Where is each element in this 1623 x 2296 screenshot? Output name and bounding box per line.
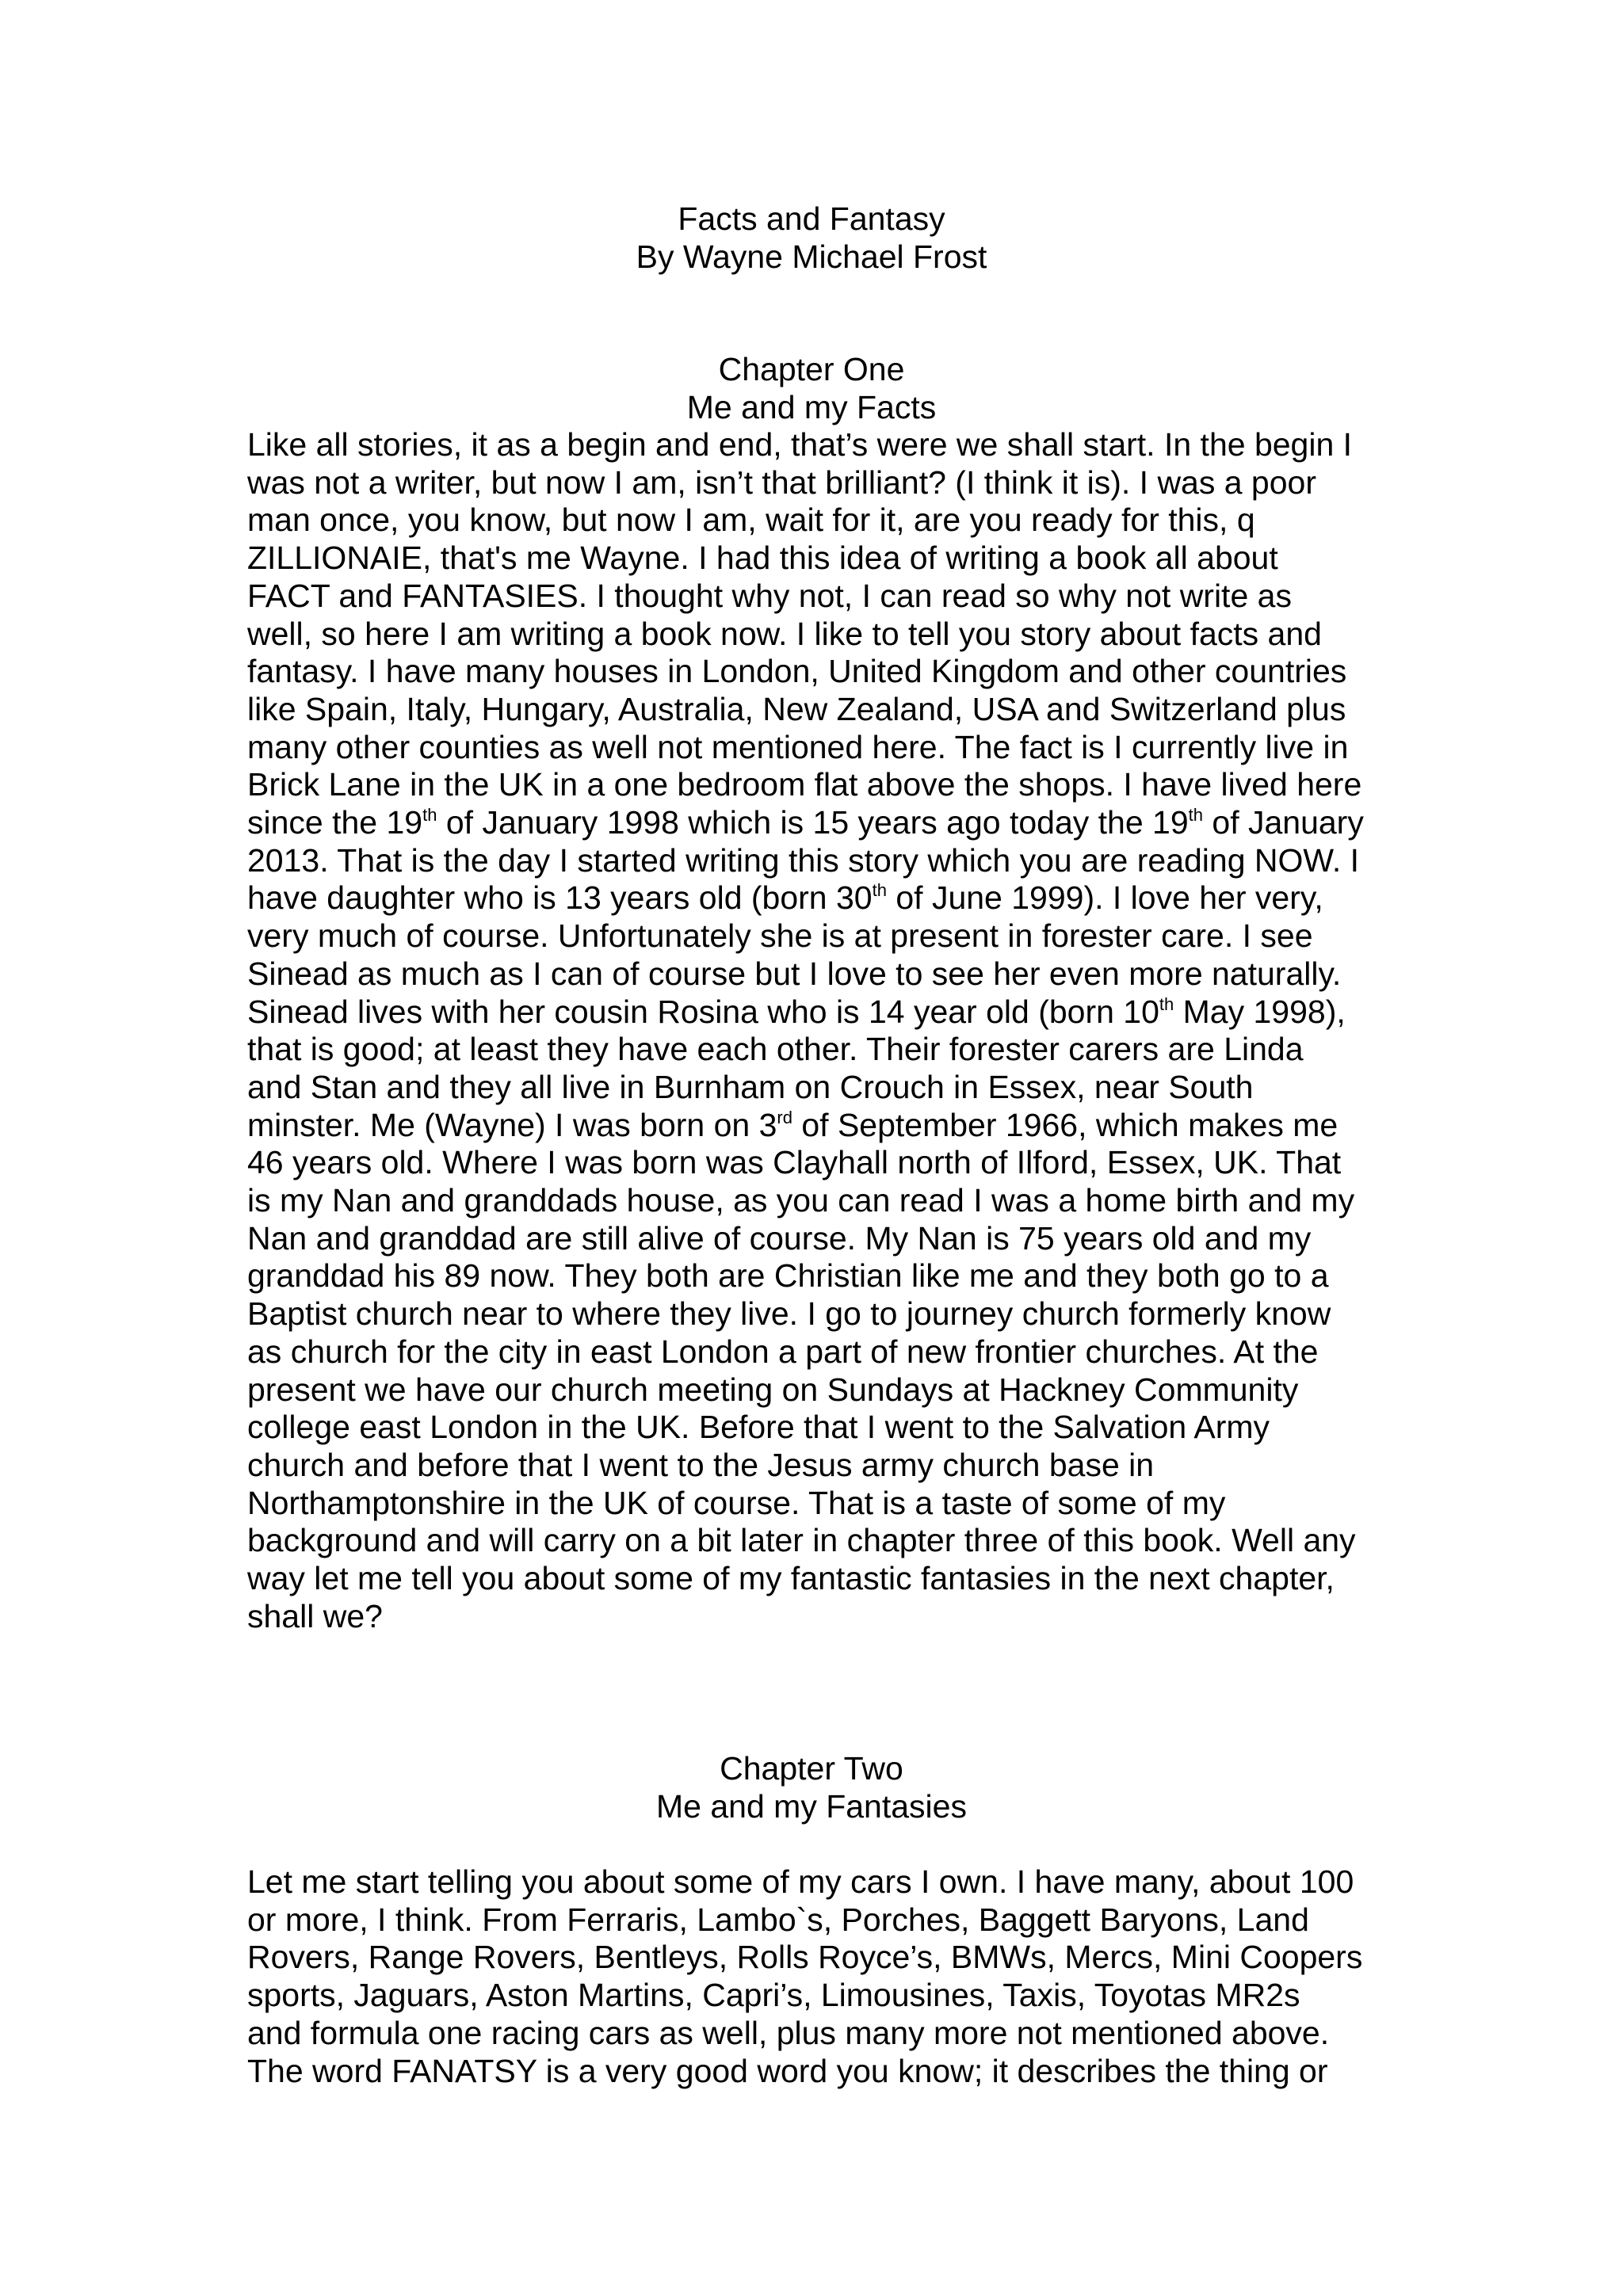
chapter-two-body bbox=[247, 1863, 1396, 2090]
text-run: have daughter who is 13 years old (born 30 bbox=[247, 879, 873, 917]
ordinal-suffix: rd bbox=[777, 1107, 792, 1127]
text-run: Sinead lives with her cousin Rosina who is 14 year old (born 10 bbox=[247, 993, 1159, 1030]
text-run: minster. Me (Wayne) I was born on 3 bbox=[247, 1106, 777, 1143]
body-line: Baptist church near to where they live. I go to journey church formerly know bbox=[247, 1295, 1331, 1333]
chapter-two-subheading: Me and my Fantasies bbox=[656, 1788, 967, 1825]
body-line: shall we? bbox=[247, 1597, 383, 1634]
text-run: of January bbox=[1203, 804, 1364, 841]
body-line bbox=[247, 1107, 1396, 1145]
body-line: way let me tell you about some of my fantastic fantasies in the next chapter, bbox=[247, 1560, 1335, 1597]
body-line: college east London in the UK. Before that I went to the Salvation Army bbox=[247, 1409, 1270, 1446]
text-run: since the 19 bbox=[247, 804, 423, 841]
body-line: very much of course. Unfortunately she is at present in forester care. I see bbox=[247, 917, 1313, 955]
body-line: The word FANATSY is a very good word you know; it describes the thing or bbox=[247, 2052, 1328, 2089]
body-line: granddad his 89 now. They both are Christian like me and they both go to a bbox=[247, 1257, 1329, 1295]
document-author: By Wayne Michael Frost bbox=[636, 238, 987, 275]
body-line: is my Nan and granddads house, as you can read I was a home birth and my bbox=[247, 1182, 1355, 1219]
document-title: Facts and Fantasy bbox=[678, 200, 945, 237]
body-line: that is good; at least they have each other. Their forester carers are Linda bbox=[247, 1031, 1304, 1068]
body-line: background and will carry on a bit later in chapter three of this book. Well any bbox=[247, 1522, 1356, 1559]
body-line: present we have our church meeting on Sundays at Hackney Community bbox=[247, 1371, 1299, 1408]
text-run: May 1998), bbox=[1174, 993, 1346, 1030]
body-line: church and before that I went to the Jesus army church base in bbox=[247, 1446, 1155, 1483]
body-line: as church for the city in east London a part of new frontier churches. At the bbox=[247, 1333, 1319, 1370]
body-line: many other counties as well not mentioned here. The fact is I currently live in bbox=[247, 728, 1349, 765]
body-line: and Stan and they all live in Burnham on Crouch in Essex, near South bbox=[247, 1068, 1254, 1105]
body-line: Brick Lane in the UK in a one bedroom flat above the shops. I have lived here bbox=[247, 766, 1362, 803]
body-line: FACT and FANTASIES. I thought why not, I can read so why not write as bbox=[247, 577, 1292, 614]
body-line: Nan and granddad are still alive of course. My Nan is 75 years old and my bbox=[247, 1219, 1312, 1257]
body-line: or more, I think. From Ferraris, Lambo`s, Porches, Baggett Baryons, Land bbox=[247, 1901, 1309, 1938]
ordinal-suffix: th bbox=[872, 880, 887, 901]
text-run: of September 1966, which makes me bbox=[792, 1106, 1338, 1143]
body-line: sports, Jaguars, Aston Martins, Capri’s, Limousines, Taxis, Toyotas MR2s bbox=[247, 1977, 1300, 2014]
body-line: and formula one racing cars as well, plus many more not mentioned above. bbox=[247, 2014, 1330, 2051]
text-run: of June 1999). I love her very, bbox=[886, 879, 1323, 917]
body-line: 46 years old. Where I was born was Clayhall north of Ilford, Essex, UK. That bbox=[247, 1144, 1342, 1181]
chapter-one-subheading: Me and my Facts bbox=[686, 389, 937, 425]
text-run: of January 1998 which is 15 years ago today the 19 bbox=[437, 804, 1189, 841]
chapter-two-heading: Chapter Two bbox=[720, 1750, 903, 1787]
chapter-one-body bbox=[247, 426, 1396, 1636]
body-line: like Spain, Italy, Hungary, Australia, New Zealand, USA and Switzerland plus bbox=[247, 690, 1346, 727]
body-line: Northamptonshire in the UK of course. That is a taste of some of my bbox=[247, 1484, 1226, 1521]
body-line: fantasy. I have many houses in London, United Kingdom and other countries bbox=[247, 653, 1347, 690]
body-line bbox=[247, 879, 1396, 917]
body-line bbox=[247, 994, 1396, 1032]
body-line: well, so here I am writing a book now. I like to tell you story about facts and bbox=[247, 615, 1322, 652]
ordinal-suffix: th bbox=[1188, 805, 1203, 826]
body-line bbox=[247, 804, 1396, 842]
ordinal-suffix: th bbox=[422, 805, 437, 826]
body-line: 2013. That is the day I started writing this story which you are reading NOW. I bbox=[247, 841, 1360, 879]
body-line: was not a writer, but now I am, isn’t that brilliant? (I think it is). I was a poor bbox=[247, 463, 1316, 501]
ordinal-suffix: th bbox=[1159, 994, 1174, 1014]
chapter-one-heading: Chapter One bbox=[718, 351, 905, 387]
body-line: man once, you know, but now I am, wait for it, are you ready for this, q bbox=[247, 502, 1255, 539]
body-line: Let me start telling you about some of my cars I own. I have many, about 100 bbox=[247, 1863, 1354, 1900]
body-line: ZILLIONAIE, that's me Wayne. I had this idea of writing a book all about bbox=[247, 540, 1278, 577]
body-line: Like all stories, it as a begin and end, that’s were we shall start. In the begin I bbox=[247, 426, 1353, 463]
body-line: Sinead as much as I can of course but I love to see her even more naturally. bbox=[247, 955, 1342, 992]
body-line: Rovers, Range Rovers, Bentleys, Rolls Royce’s, BMWs, Mercs, Mini Coopers bbox=[247, 1939, 1363, 1976]
